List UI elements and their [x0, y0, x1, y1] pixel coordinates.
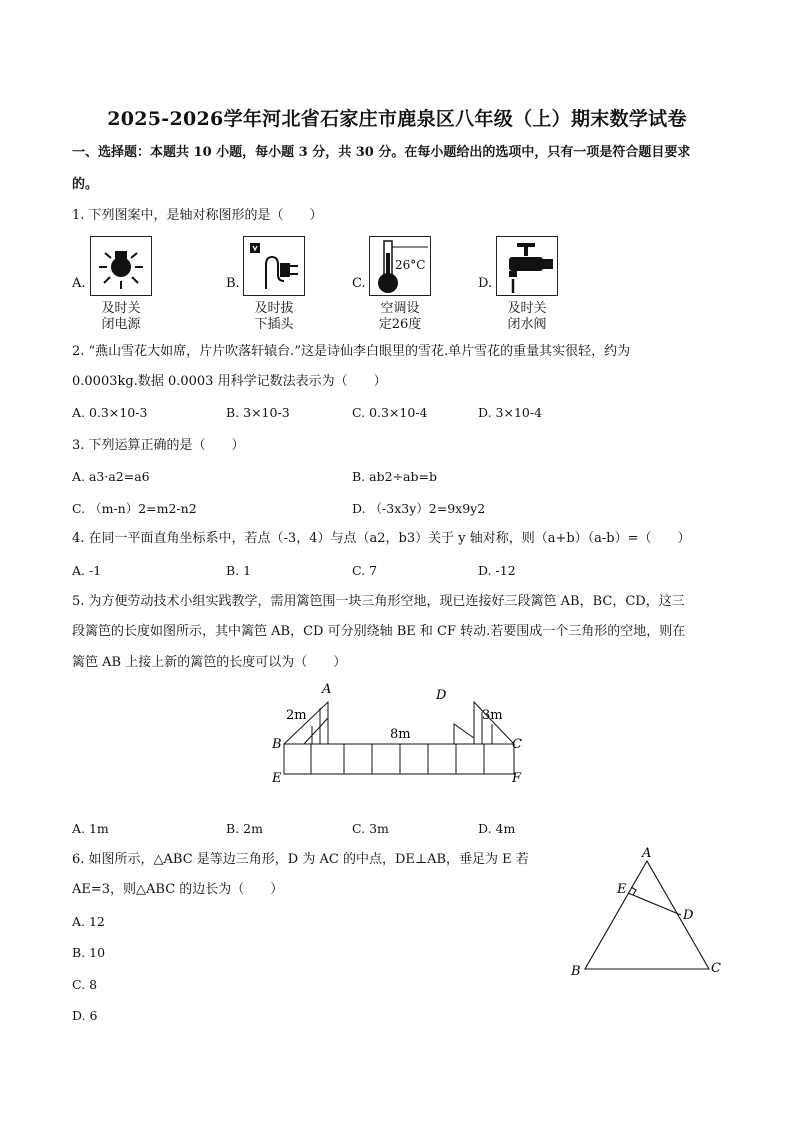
q5-label-a: A [322, 682, 332, 697]
q4-option-d[interactable]: D. -12 [478, 563, 516, 578]
q3-option-a[interactable]: A. a3·a2=a6 [72, 469, 150, 484]
q1-option-c-label: C. [352, 276, 366, 291]
q2-option-d[interactable]: D. 3×10-4 [478, 405, 543, 420]
q3-option-b[interactable]: B. ab2÷ab=b [352, 469, 437, 484]
light-bulb-icon [91, 237, 151, 295]
q1-stem: 1. 下列图案中，是轴对称图形的是（ ） [72, 208, 323, 223]
section-heading-line1: 一、选择题：本题共 10 小题，每小题 3 分，共 30 分。在每小题给出的选项中，只有一项是符合题目要求 [72, 145, 691, 160]
faucet-icon [497, 237, 557, 295]
q5-label-e: E [272, 771, 282, 786]
q6-triangle-figure [565, 845, 735, 989]
q6-label-b: B [571, 964, 581, 979]
exam-title: 2025-2026学年河北省石家庄市鹿泉区八年级（上）期末数学试卷 [107, 108, 687, 130]
q5-option-a[interactable]: A. 1m [72, 821, 109, 836]
q6-stem-line2: AE=3，则△ABC 的边长为（ ） [72, 882, 284, 897]
q2-stem-line2: 0.0003kg.数据 0.0003 用科学记数法表示为（ ） [72, 374, 387, 389]
q6-option-d[interactable]: D. 6 [72, 1008, 98, 1023]
q2-option-c[interactable]: C. 0.3×10-4 [352, 405, 428, 420]
q1-option-a-image[interactable] [90, 236, 152, 296]
q2-option-a[interactable]: A. 0.3×10-3 [72, 405, 148, 420]
q6-label-e: E [617, 882, 627, 897]
q1-option-d-image[interactable] [496, 236, 558, 296]
thermometer-icon [370, 237, 430, 295]
q5-stem-line3: 篱笆 AB 上接上新的篱笆的长度可以为（ ） [72, 655, 347, 670]
q5-option-b[interactable]: B. 2m [226, 821, 263, 836]
q3-stem: 3. 下列运算正确的是（ ） [72, 438, 245, 453]
q1-option-a-caption2: 闭电源 [101, 317, 141, 332]
q4-stem: 4. 在同一平面直角坐标系中，若点（-3，4）与点（a2，b3）关于 y 轴对称，则（a+b）（a-b）=（ ） [72, 531, 691, 546]
q2-option-b[interactable]: B. 3×10-3 [226, 405, 290, 420]
q6-option-a[interactable]: A. 12 [72, 914, 105, 929]
q4-option-b[interactable]: B. 1 [226, 563, 252, 578]
q5-label-d: D [436, 688, 447, 703]
q1-option-c-image[interactable] [369, 236, 431, 296]
q5-length-ab: 2m [286, 708, 307, 723]
q6-option-c[interactable]: C. 8 [72, 977, 98, 992]
q6-option-b[interactable]: B. 10 [72, 945, 106, 960]
q5-label-f: F [512, 771, 522, 786]
q5-stem-line1: 5. 为方便劳动技术小组实践教学，需用篱笆围一块三角形空地，现已连接好三段篱笆 AB，BC，CD，这三 [72, 594, 685, 609]
thermometer-reading: 26°C [395, 258, 426, 272]
q1-option-d-label: D. [478, 276, 493, 291]
q5-stem-line2: 段篱笆的长度如图所示，其中篱笆 AB，CD 可分别绕轴 BE 和 CF 转动.若要围成一个三角形的空地，则在 [72, 624, 686, 639]
q5-length-cd: 3m [482, 708, 503, 723]
q1-option-a-label: A. [72, 276, 86, 291]
q4-option-c[interactable]: C. 7 [352, 563, 378, 578]
q1-option-b-caption1: 及时拔 [254, 301, 294, 316]
q2-stem-line1: 2. “燕山雪花大如席，片片吹落轩辕台.”这是诗仙李白眼里的雪花.单片雪花的重量其实很轻，约为 [72, 344, 631, 359]
q1-option-d-caption1: 及时关 [507, 301, 547, 316]
q6-label-c: C [711, 961, 721, 976]
q1-option-c-caption2: 定26度 [378, 317, 422, 332]
q6-label-d: D [683, 908, 694, 923]
q4-option-a[interactable]: A. -1 [72, 563, 102, 578]
q5-label-c: C [512, 737, 522, 752]
q1-option-d-caption2: 闭水阀 [507, 317, 547, 332]
section-heading-line2: 的。 [72, 177, 99, 192]
q6-label-a: A [642, 846, 652, 861]
q5-fence-figure [264, 678, 534, 792]
q1-option-b-label: B. [226, 276, 240, 291]
q5-option-d[interactable]: D. 4m [478, 821, 516, 836]
q5-label-b: B [272, 737, 282, 752]
q3-option-c[interactable]: C. （m-n）2=m2-n2 [72, 501, 197, 516]
q5-option-c[interactable]: C. 3m [352, 821, 389, 836]
plug-icon [244, 237, 304, 295]
q1-option-b-image[interactable] [243, 236, 305, 296]
q5-length-bc: 8m [390, 727, 411, 742]
q1-option-c-caption1: 空调设 [380, 301, 420, 316]
q6-stem-line1: 6. 如图所示，△ABC 是等边三角形，D 为 AC 的中点，DE⊥AB，垂足为 E 若 [72, 852, 529, 867]
q3-option-d[interactable]: D. （-3x3y）2=9x9y2 [352, 501, 486, 516]
q1-option-b-caption2: 下插头 [254, 317, 294, 332]
q1-option-a-caption1: 及时关 [101, 301, 141, 316]
